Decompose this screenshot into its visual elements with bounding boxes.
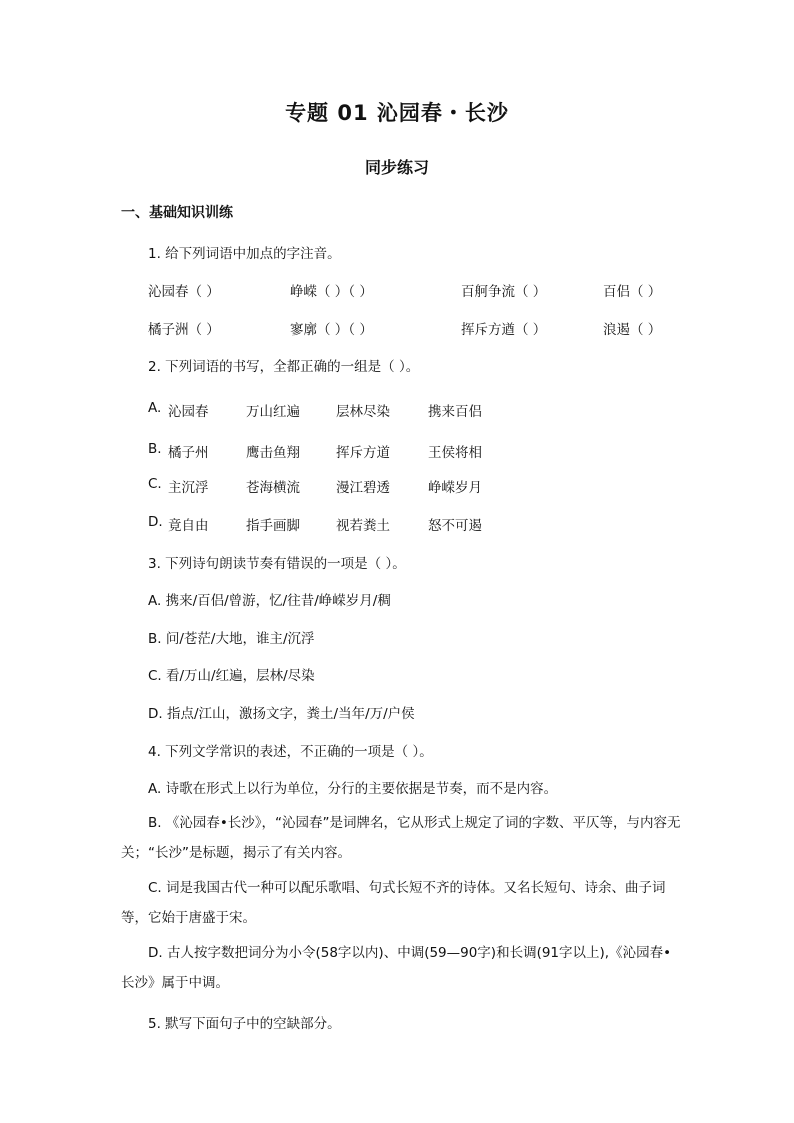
q1-item: 浪遏（ ） xyxy=(603,322,662,338)
question-1-stem: 1. 给下列词语中加点的字注音。 xyxy=(148,246,341,262)
q3-option: B. 问/苍茫/大地，谁主/沉浮 xyxy=(148,631,315,647)
question-4-stem: 4. 下列文学常识的表述，不正确的一项是（ ）。 xyxy=(148,744,433,760)
q1-item: 峥嵘（ ）（ ） xyxy=(290,284,373,300)
q3-option: D. 指点/江山，激扬文字，粪土/当年/万/户侯 xyxy=(148,706,415,722)
q4-option-a: A. 诗歌在形式上以行为单位，分行的主要依据是节奏，而不是内容。 xyxy=(148,781,558,797)
q1-item: 挥斥方遒（ ） xyxy=(461,322,547,338)
question-5-stem: 5. 默写下面句子中的空缺部分。 xyxy=(148,1016,341,1032)
q2-option-letter: D. xyxy=(148,514,163,530)
question-3-stem: 3. 下列诗句朗读节奏有错误的一项是（ ）。 xyxy=(148,556,406,572)
q2-option-word: 橘子州 xyxy=(168,445,209,461)
q2-option-letter: C. xyxy=(148,476,162,492)
section-heading: 一、基础知识训练 xyxy=(121,205,233,221)
q4-option-d: D. 古人按字数把词分为小令(58字以内)、中调(59—90字)和长调(91字以上),《沁园春•长沙》属于中调。 xyxy=(121,945,672,991)
q1-item: 百舸争流（ ） xyxy=(461,284,547,300)
q1-item: 橘子洲（ ） xyxy=(148,322,220,338)
q2-option-word: 万山红遍 xyxy=(246,404,300,420)
q2-option-word: 主沉浮 xyxy=(168,480,209,496)
q3-option: A. 携来/百侣/曾游，忆/往昔/峥嵘岁月/稠 xyxy=(148,593,391,609)
q1-item: 沁园春（ ） xyxy=(148,284,220,300)
q1-item: 寥廓（ ）（ ） xyxy=(290,322,373,338)
q2-option-word: 携来百侣 xyxy=(428,404,482,420)
document-title: 专题 01 沁园春・长沙 xyxy=(285,101,509,125)
q4-option-b: B. 《沁园春•长沙》，“沁园春”是词牌名，它从形式上规定了词的字数、平仄等，与内容无关；“长沙”是标题，揭示了有关内容。 xyxy=(121,815,681,861)
question-2-stem: 2. 下列词语的书写，全都正确的一组是（ ）。 xyxy=(148,359,420,375)
q4-option-c: C. 词是我国古代一种可以配乐歌唱、句式长短不齐的诗体。又名长短句、诗余、曲子词等，它始于唐盛于宋。 xyxy=(121,880,666,926)
q2-option-word: 视若粪土 xyxy=(336,518,390,534)
q1-item: 百侣（ ） xyxy=(603,284,662,300)
q2-option-word: 层林尽染 xyxy=(336,404,390,420)
q2-option-word: 指手画脚 xyxy=(246,518,300,534)
q2-option-word: 苍海横流 xyxy=(246,480,300,496)
q2-option-letter: B. xyxy=(148,441,162,457)
q2-option-word: 挥斥方道 xyxy=(336,445,390,461)
q2-option-word: 怒不可遏 xyxy=(428,518,482,534)
q2-option-word: 沁园春 xyxy=(168,404,209,420)
q3-option: C. 看/万山/红遍，层林/尽染 xyxy=(148,668,315,684)
q2-option-word: 竟自由 xyxy=(168,518,209,534)
document-subtitle: 同步练习 xyxy=(364,158,429,177)
q2-option-letter: A. xyxy=(148,400,162,416)
q2-option-word: 鹰击鱼翔 xyxy=(246,445,300,461)
q2-option-word: 漫江碧透 xyxy=(336,480,390,496)
q2-option-word: 峥嵘岁月 xyxy=(428,480,482,496)
q2-option-word: 王侯将相 xyxy=(428,445,482,461)
